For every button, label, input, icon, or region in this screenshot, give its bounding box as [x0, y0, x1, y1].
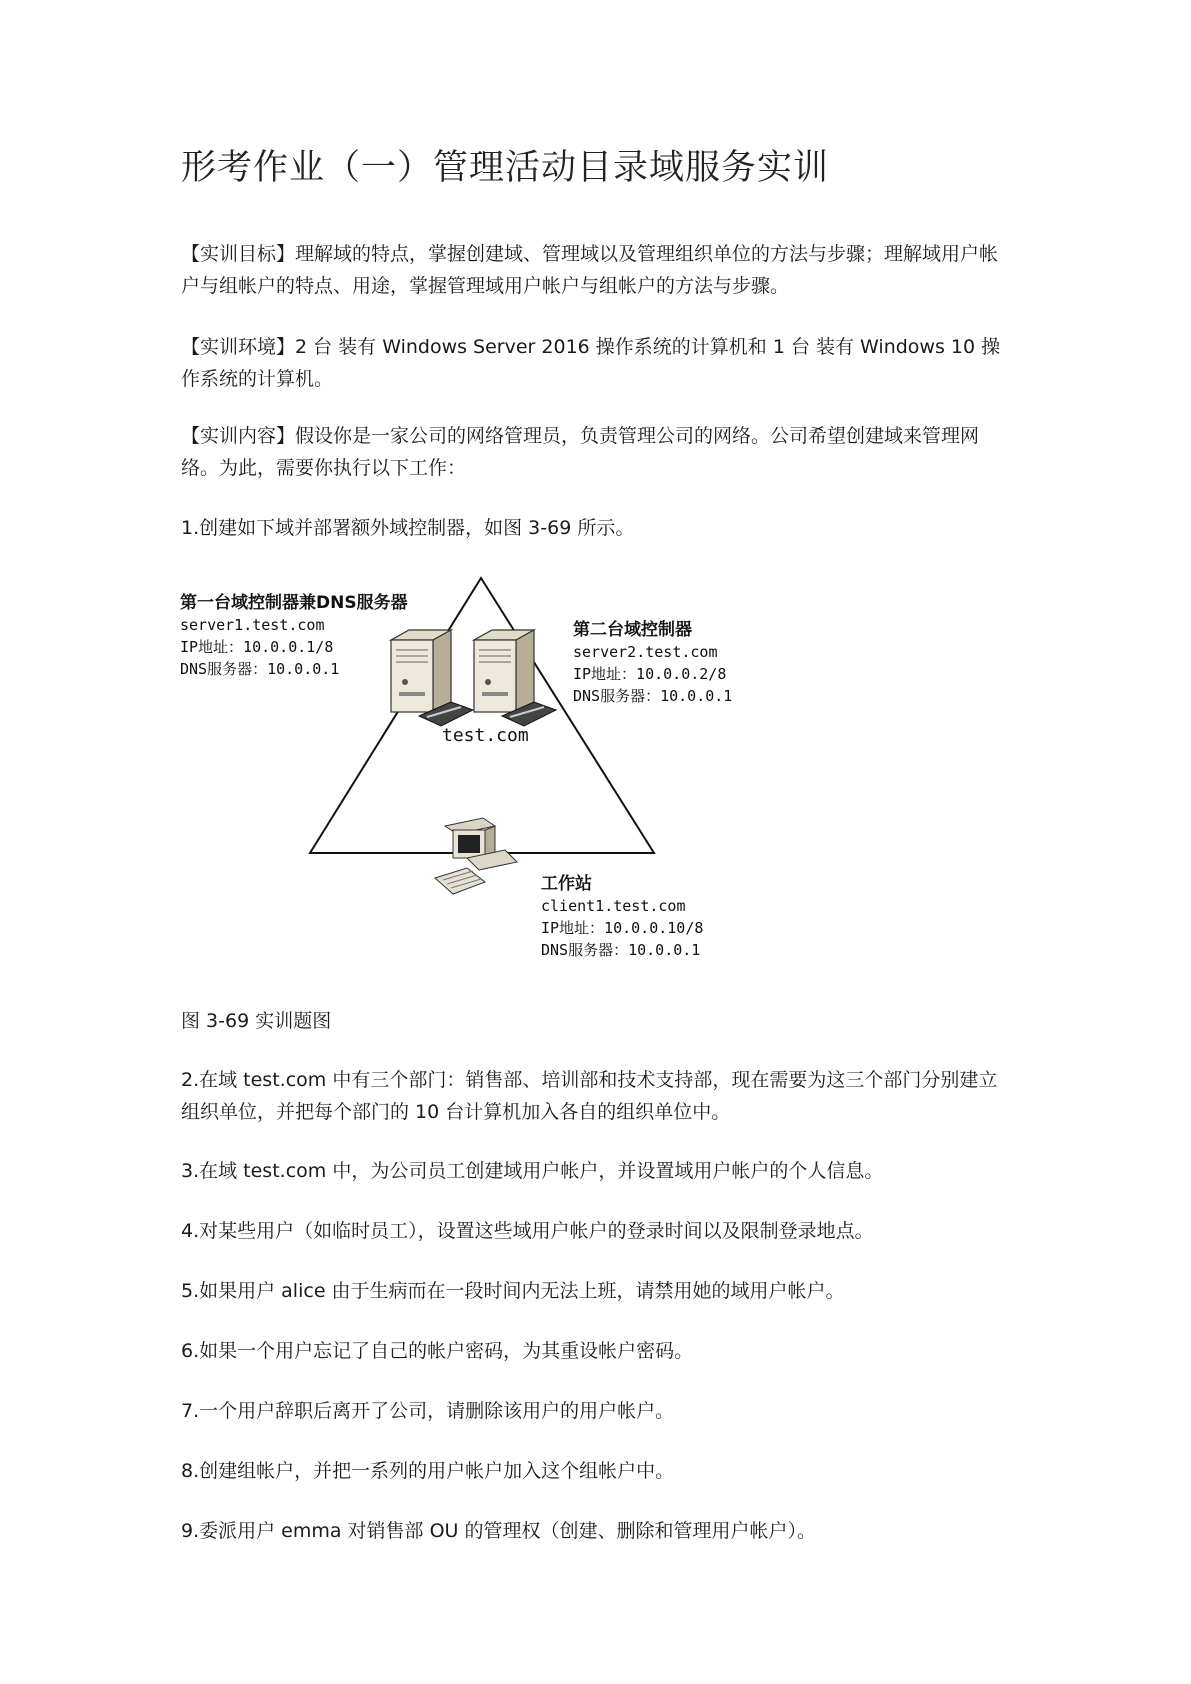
client-ip: IP地址：10.0.0.10/8 — [541, 919, 704, 937]
server2-host: server2.test.com — [573, 643, 718, 661]
training-goal: 【实训目标】理解域的特点，掌握创建域、管理域以及管理组织单位的方法与步骤；理解域用户帐户与组帐户的特点、用途，掌握管理域用户帐户与组帐户的方法与步骤。 — [181, 243, 999, 297]
server1-dns: DNS服务器：10.0.0.1 — [180, 660, 340, 678]
server2-ip: IP地址：10.0.0.2/8 — [573, 665, 727, 683]
task-2: 2.在域 test.com 中有三个部门：销售部、培训部和技术支持部，现在需要为这三个部门分别建立组织单位，并把每个部门的 10 台计算机加入各自的组织单位中。 — [181, 1069, 998, 1123]
server2-title: 第二台域控制器 — [573, 620, 692, 640]
server1-icon — [391, 630, 473, 726]
task-6: 6.如果一个用户忘记了自己的帐户密码，为其重设帐户密码。 — [181, 1340, 694, 1362]
training-content: 【实训内容】假设你是一家公司的网络管理员，负责管理公司的网络。公司希望创建域来管理网络。为此，需要你执行以下工作： — [181, 425, 980, 479]
workstation-icon — [435, 818, 517, 894]
task-7: 7.一个用户辞职后离开了公司，请删除该用户的用户帐户。 — [181, 1400, 675, 1422]
training-environment: 【实训环境】2 台 装有 Windows Server 2016 操作系统的计算机和 1 台 装有 Windows 10 操作系统的计算机。 — [181, 336, 1001, 390]
server1-ip: IP地址：10.0.0.1/8 — [180, 638, 334, 656]
network-diagram — [180, 570, 820, 970]
task-8: 8.创建组帐户，并把一系列的用户帐户加入这个组帐户中。 — [181, 1460, 675, 1482]
task-5: 5.如果用户 alice 由于生病而在一段时间内无法上班，请禁用她的域用户帐户。 — [181, 1280, 845, 1302]
domain-label: test.com — [442, 725, 529, 746]
page-title: 形考作业（一）管理活动目录域服务实训 — [181, 148, 830, 188]
task-9: 9.委派用户 emma 对销售部 OU 的管理权（创建、删除和管理用户帐户）。 — [181, 1520, 816, 1542]
client-title: 工作站 — [541, 874, 592, 894]
client-host: client1.test.com — [541, 897, 686, 915]
task-3: 3.在域 test.com 中，为公司员工创建域用户帐户，并设置域用户帐户的个人信息。 — [181, 1160, 884, 1182]
server1-host: server1.test.com — [180, 616, 325, 634]
server1-title: 第一台域控制器兼DNS服务器 — [180, 593, 408, 613]
task-4: 4.对某些用户（如临时员工），设置这些域用户帐户的登录时间以及限制登录地点。 — [181, 1220, 874, 1242]
figure-caption: 图 3-69 实训题图 — [181, 1010, 332, 1032]
client-dns: DNS服务器：10.0.0.1 — [541, 941, 701, 959]
server2-dns: DNS服务器：10.0.0.1 — [573, 687, 733, 705]
task-1: 1.创建如下域并部署额外域控制器，如图 3-69 所示。 — [181, 517, 635, 539]
